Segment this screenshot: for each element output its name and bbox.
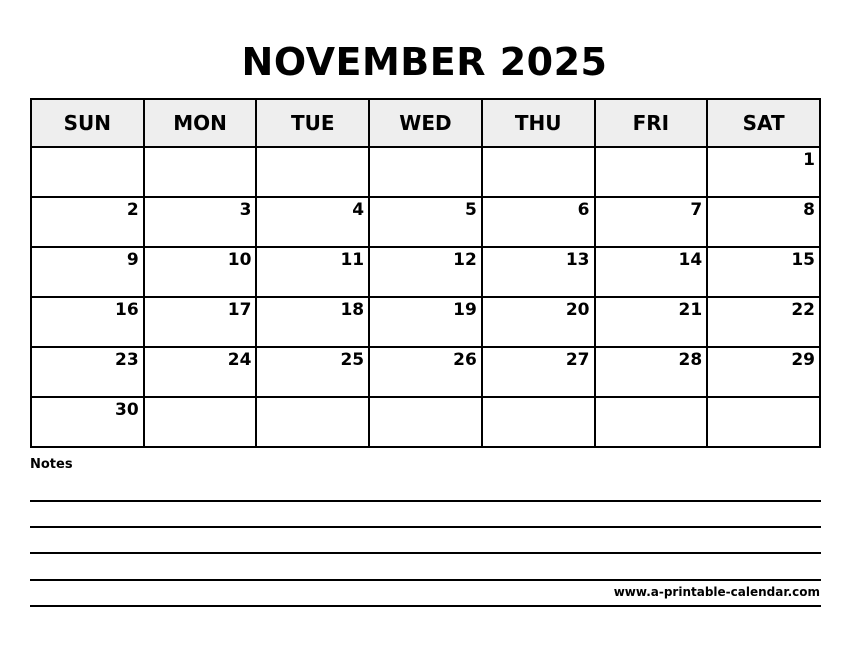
calendar-grid: [30, 98, 821, 448]
calendar-title: NOVEMBER 2025: [241, 40, 608, 84]
day-number: [257, 398, 368, 400]
day-number: 25: [340, 350, 365, 370]
day-cell: [482, 347, 595, 397]
day-number: [257, 148, 368, 150]
weekday-header-row: [31, 99, 820, 147]
calendar-week-row: [31, 397, 820, 447]
weekday-header: TUE: [256, 99, 369, 147]
day-number: [32, 148, 143, 150]
day-number: 21: [678, 300, 703, 320]
day-cell: [31, 397, 144, 447]
notes-label: Notes: [30, 457, 73, 472]
day-cell: [256, 347, 369, 397]
day-cell: [707, 297, 820, 347]
day-number: 8: [803, 200, 815, 220]
calendar-week-row: [31, 297, 820, 347]
day-number: 27: [565, 350, 590, 370]
day-number: [596, 398, 707, 400]
day-cell: [707, 347, 820, 397]
calendar-week-row: [31, 347, 820, 397]
day-cell: [31, 197, 144, 247]
day-number: 9: [126, 250, 139, 270]
day-number: 2: [126, 200, 139, 220]
day-number: 22: [791, 300, 815, 320]
day-cell: [707, 147, 820, 197]
empty-day-cell: [144, 397, 257, 447]
day-number: 13: [565, 250, 590, 270]
day-number: 23: [115, 350, 139, 370]
day-number: 20: [565, 300, 590, 320]
calendar-week-row: [31, 197, 820, 247]
day-number: 17: [227, 300, 252, 320]
day-cell: [144, 197, 257, 247]
day-number: 15: [791, 250, 815, 270]
day-number: 10: [227, 250, 252, 270]
day-cell: [482, 247, 595, 297]
empty-day-cell: [482, 147, 595, 197]
day-cell: [595, 347, 708, 397]
day-cell: [369, 297, 482, 347]
empty-day-cell: [369, 397, 482, 447]
day-number: [708, 398, 819, 400]
empty-day-cell: [31, 147, 144, 197]
day-cell: [144, 347, 257, 397]
day-cell: [31, 347, 144, 397]
day-cell: [595, 247, 708, 297]
weekday-header: SAT: [707, 99, 820, 147]
day-cell: [707, 197, 820, 247]
day-cell: [369, 347, 482, 397]
notes-line: [30, 526, 821, 528]
day-cell: [369, 247, 482, 297]
notes-line: [30, 579, 821, 581]
day-number: [370, 148, 481, 150]
day-cell: [31, 247, 144, 297]
notes-line: [30, 500, 821, 502]
day-number: 24: [227, 350, 252, 370]
day-number: [483, 398, 594, 400]
day-number: 3: [239, 200, 252, 220]
weekday-header: FRI: [595, 99, 708, 147]
calendar-body: [31, 147, 820, 447]
day-number: [596, 148, 707, 150]
weekday-header: SUN: [31, 99, 144, 147]
notes-line: [30, 605, 821, 607]
weekday-header: THU: [482, 99, 595, 147]
calendar-week-row: [31, 147, 820, 197]
day-number: 11: [340, 250, 365, 270]
day-number: 1: [803, 150, 815, 170]
empty-day-cell: [482, 397, 595, 447]
day-number: 18: [340, 300, 365, 320]
day-cell: [369, 197, 482, 247]
day-cell: [256, 297, 369, 347]
empty-day-cell: [595, 397, 708, 447]
day-number: 14: [678, 250, 703, 270]
day-cell: [595, 297, 708, 347]
day-cell: [482, 297, 595, 347]
empty-day-cell: [256, 397, 369, 447]
notes-line: [30, 552, 821, 554]
day-cell: [482, 197, 595, 247]
day-number: 4: [352, 200, 365, 220]
day-number: 30: [115, 400, 139, 420]
day-number: [145, 398, 256, 400]
day-number: 29: [791, 350, 815, 370]
day-cell: [707, 247, 820, 297]
day-number: 7: [690, 200, 703, 220]
day-cell: [144, 247, 257, 297]
calendar-week-row: [31, 247, 820, 297]
day-number: 5: [464, 200, 477, 220]
empty-day-cell: [144, 147, 257, 197]
day-number: [483, 148, 594, 150]
day-number: 19: [453, 300, 477, 320]
day-number: 26: [453, 350, 477, 370]
weekday-header: MON: [144, 99, 257, 147]
day-cell: [595, 197, 708, 247]
empty-day-cell: [595, 147, 708, 197]
day-cell: [144, 297, 257, 347]
day-number: [370, 398, 481, 400]
empty-day-cell: [369, 147, 482, 197]
day-cell: [256, 197, 369, 247]
day-number: 28: [678, 350, 703, 370]
day-number: 16: [115, 300, 139, 320]
day-number: [145, 148, 256, 150]
day-cell: [256, 247, 369, 297]
empty-day-cell: [256, 147, 369, 197]
day-number: 6: [577, 200, 590, 220]
weekday-header: WED: [369, 99, 482, 147]
website-url: www.a-printable-calendar.com: [608, 585, 820, 599]
empty-day-cell: [707, 397, 820, 447]
day-cell: [31, 297, 144, 347]
day-number: 12: [453, 250, 477, 270]
